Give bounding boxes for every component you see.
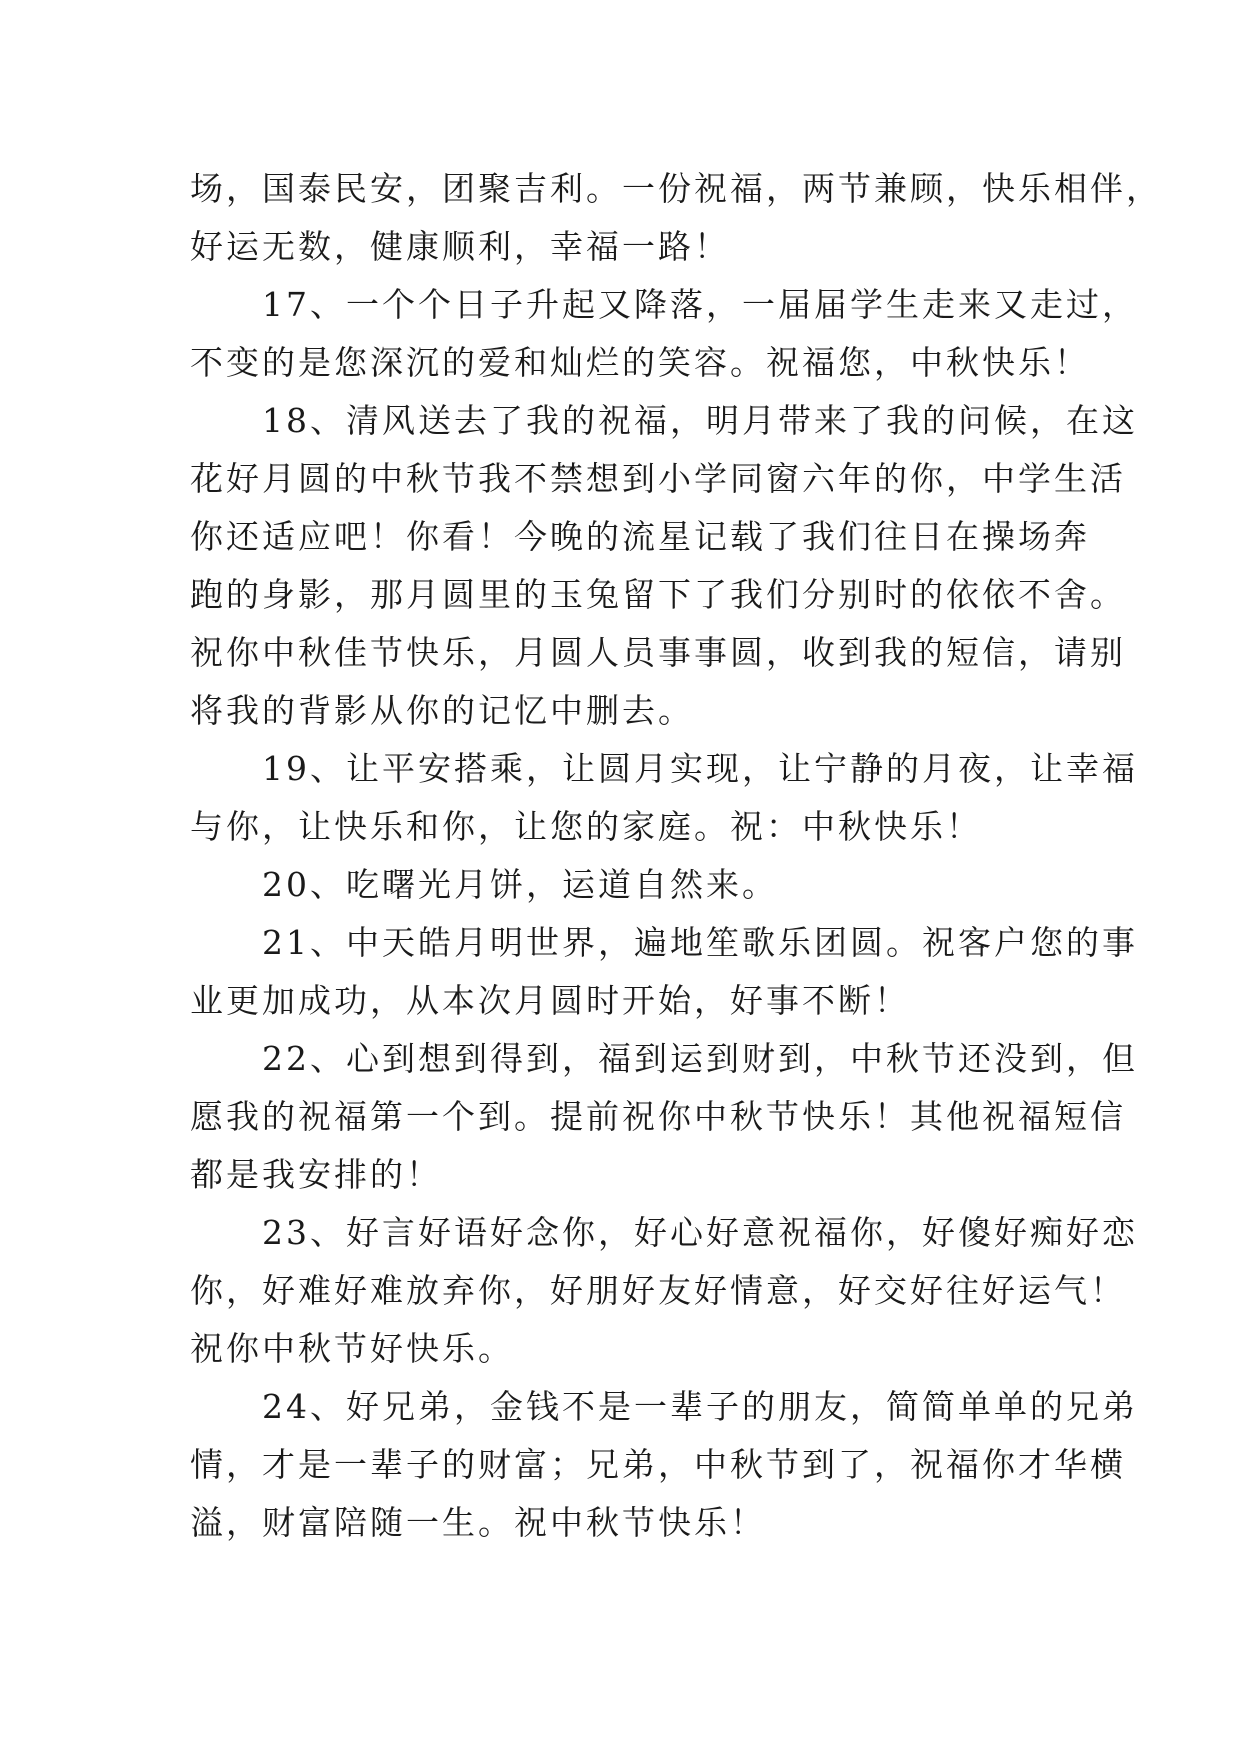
paragraph-20	[190, 856, 1060, 914]
text-line: 愿我的祝福第一个到。提前祝你中秋节快乐！其他祝福短信	[190, 1097, 1126, 1136]
paragraph-19	[190, 740, 1138, 856]
text-line: 都是我安排的！	[190, 1155, 442, 1194]
paragraph-22	[190, 1030, 1138, 1204]
text-line: 不变的是您深沉的爱和灿烂的笑容。祝福您，中秋快乐！	[190, 343, 1090, 382]
paragraph-21	[190, 914, 1138, 1030]
paragraph-18	[190, 392, 1138, 740]
paragraph-23	[190, 1204, 1138, 1378]
paragraph-17	[190, 276, 1138, 392]
text-line: 情，才是一辈子的财富；兄弟，中秋节到了，祝福你才华横	[190, 1445, 1126, 1484]
document-body	[190, 160, 1162, 1552]
text-line: 跑的身影，那月圆里的玉兔留下了我们分别时的依依不舍。	[190, 575, 1126, 614]
text-line: 20、吃曙光月饼，运道自然来。	[190, 865, 778, 904]
paragraph-16-continued	[190, 160, 1162, 276]
text-line: 24、好兄弟，金钱不是一辈子的朋友，简简单单的兄弟	[190, 1387, 1138, 1426]
text-line: 18、清风送去了我的祝福，明月带来了我的问候，在这	[190, 401, 1138, 440]
text-line: 19、让平安搭乘，让圆月实现，让宁静的月夜，让幸福	[190, 749, 1138, 788]
text-line: 祝你中秋佳节快乐，月圆人员事事圆，收到我的短信，请别	[190, 633, 1126, 672]
text-line: 22、心到想到得到，福到运到财到，中秋节还没到，但	[190, 1039, 1138, 1078]
text-line: 23、好言好语好念你，好心好意祝福你，好傻好痴好恋	[190, 1213, 1138, 1252]
paragraph-24	[190, 1378, 1138, 1552]
text-line: 17、一个个日子升起又降落，一届届学生走来又走过，	[190, 285, 1138, 324]
text-line: 溢，财富陪随一生。祝中秋节快乐！	[190, 1503, 766, 1542]
text-line: 业更加成功，从本次月圆时开始，好事不断！	[190, 981, 910, 1020]
text-line: 祝你中秋节好快乐。	[190, 1329, 514, 1368]
text-line: 场，国泰民安，团聚吉利。一份祝福，两节兼顾，快乐相伴，	[190, 169, 1162, 208]
text-line: 21、中天皓月明世界，遍地笙歌乐团圆。祝客户您的事	[190, 923, 1138, 962]
text-line: 将我的背影从你的记忆中删去。	[190, 691, 694, 730]
text-line: 你还适应吧！你看！今晚的流星记载了我们往日在操场奔	[190, 517, 1090, 556]
text-line: 好运无数，健康顺利，幸福一路！	[190, 227, 730, 266]
text-line: 花好月圆的中秋节我不禁想到小学同窗六年的你，中学生活	[190, 459, 1126, 498]
text-line: 你，好难好难放弃你，好朋好友好情意，好交好往好运气！	[190, 1271, 1126, 1310]
text-line: 与你，让快乐和你，让您的家庭。祝：中秋快乐！	[190, 807, 982, 846]
